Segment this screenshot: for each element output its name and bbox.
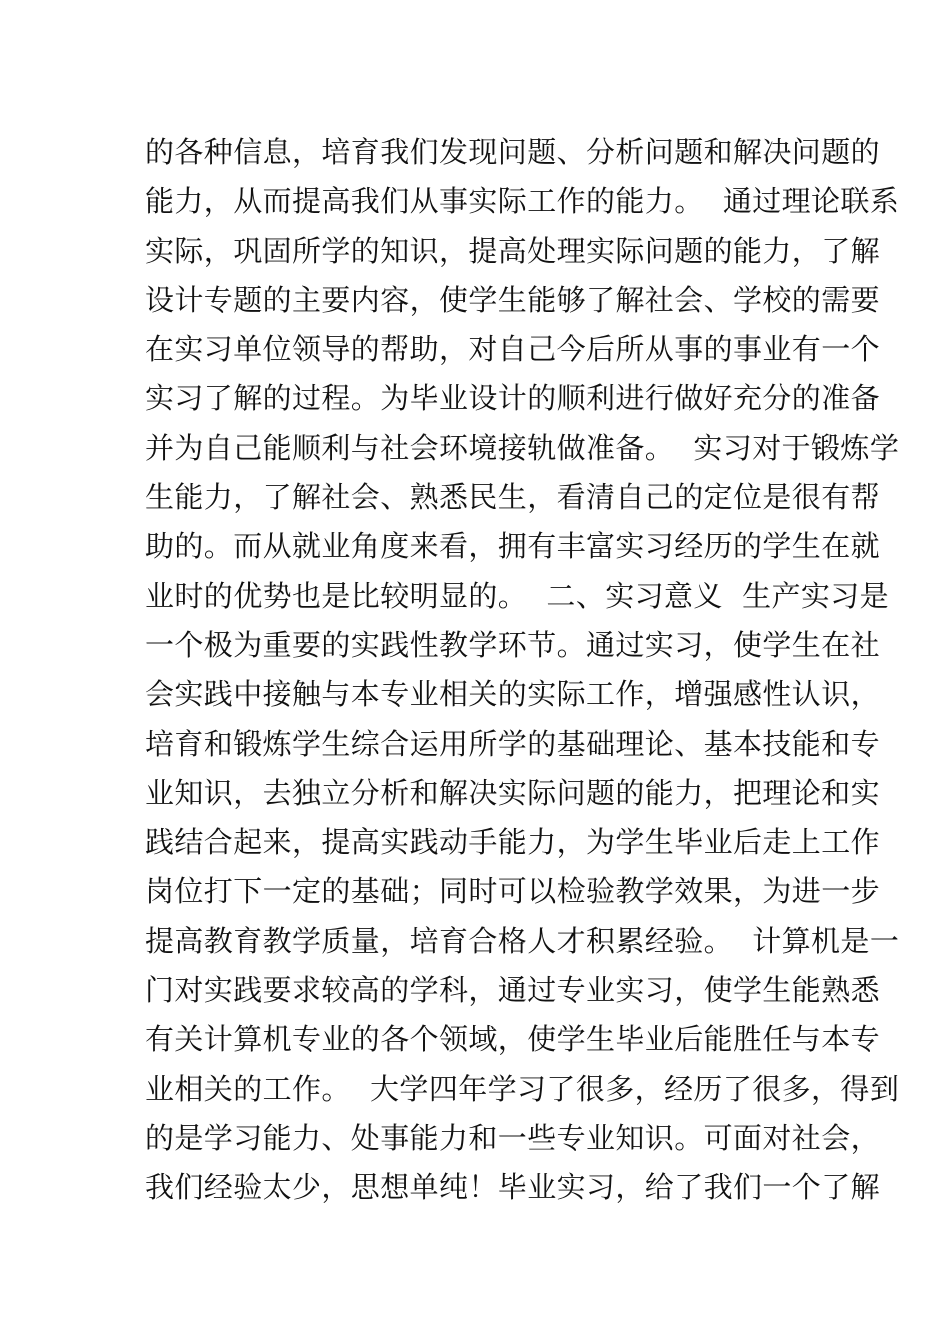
text-line: 设计专题的主要内容，使学生能够了解社会、学校的需要 [145,282,881,317]
text-line: 门对实践要求较高的学科，通过专业实习，使学生能熟悉 [145,973,881,1008]
text-line: 培育和锻炼学生综合运用所学的基础理论、基本技能和专 [145,726,881,761]
text-line: 助的。而从就业角度来看，拥有丰富实习经历的学生在就 [145,529,881,564]
text-line: 一个极为重要的实践性教学环节。通过实习，使学生在社 [145,627,881,662]
text-line: 业知识，去独立分析和解决实际问题的能力，把理论和实 [145,775,881,810]
text-line: 的各种信息，培育我们发现问题、分析问题和解决问题的 [145,135,881,169]
text-line: 有关计算机专业的各个领域，使学生毕业后能胜任与本专 [145,1022,881,1057]
text-line: 提高教育教学质量，培育合格人才积累经验。 计算机是一 [145,923,900,958]
text-line: 业时的优势也是比较明显的。 二、实习意义 生产实习是 [145,578,890,613]
text-line: 实际，巩固所学的知识，提高处理实际问题的能力，了解 [145,233,881,268]
text-line: 并为自己能顺利与社会环境接轨做准备。 实习对于锻炼学 [145,430,900,465]
text-line: 业相关的工作。 大学四年学习了很多，经历了很多，得到 [145,1071,900,1106]
text-line: 践结合起来，提高实践动手能力，为学生毕业后走上工作 [145,825,881,860]
text-line: 生能力，了解社会、熟悉民生，看清自己的定位是很有帮 [145,480,881,515]
text-line: 能力，从而提高我们从事实际工作的能力。 通过理论联系 [145,184,900,219]
body-text [145,128,900,1213]
text-line: 会实践中接触与本专业相关的实际工作，增强感性认识， [145,677,881,712]
text-line: 我们经验太少，思想单纯！毕业实习，给了我们一个了解 [145,1170,881,1205]
text-line: 实习了解的过程。为毕业设计的顺利进行做好充分的准备 [145,381,881,416]
text-line: 岗位打下一定的基础；同时可以检验教学效果，为进一步 [145,874,881,909]
text-line: 的是学习能力、处事能力和一些专业知识。可面对社会， [145,1120,881,1155]
text-line: 在实习单位领导的帮助，对自己今后所从事的事业有一个 [145,332,881,367]
